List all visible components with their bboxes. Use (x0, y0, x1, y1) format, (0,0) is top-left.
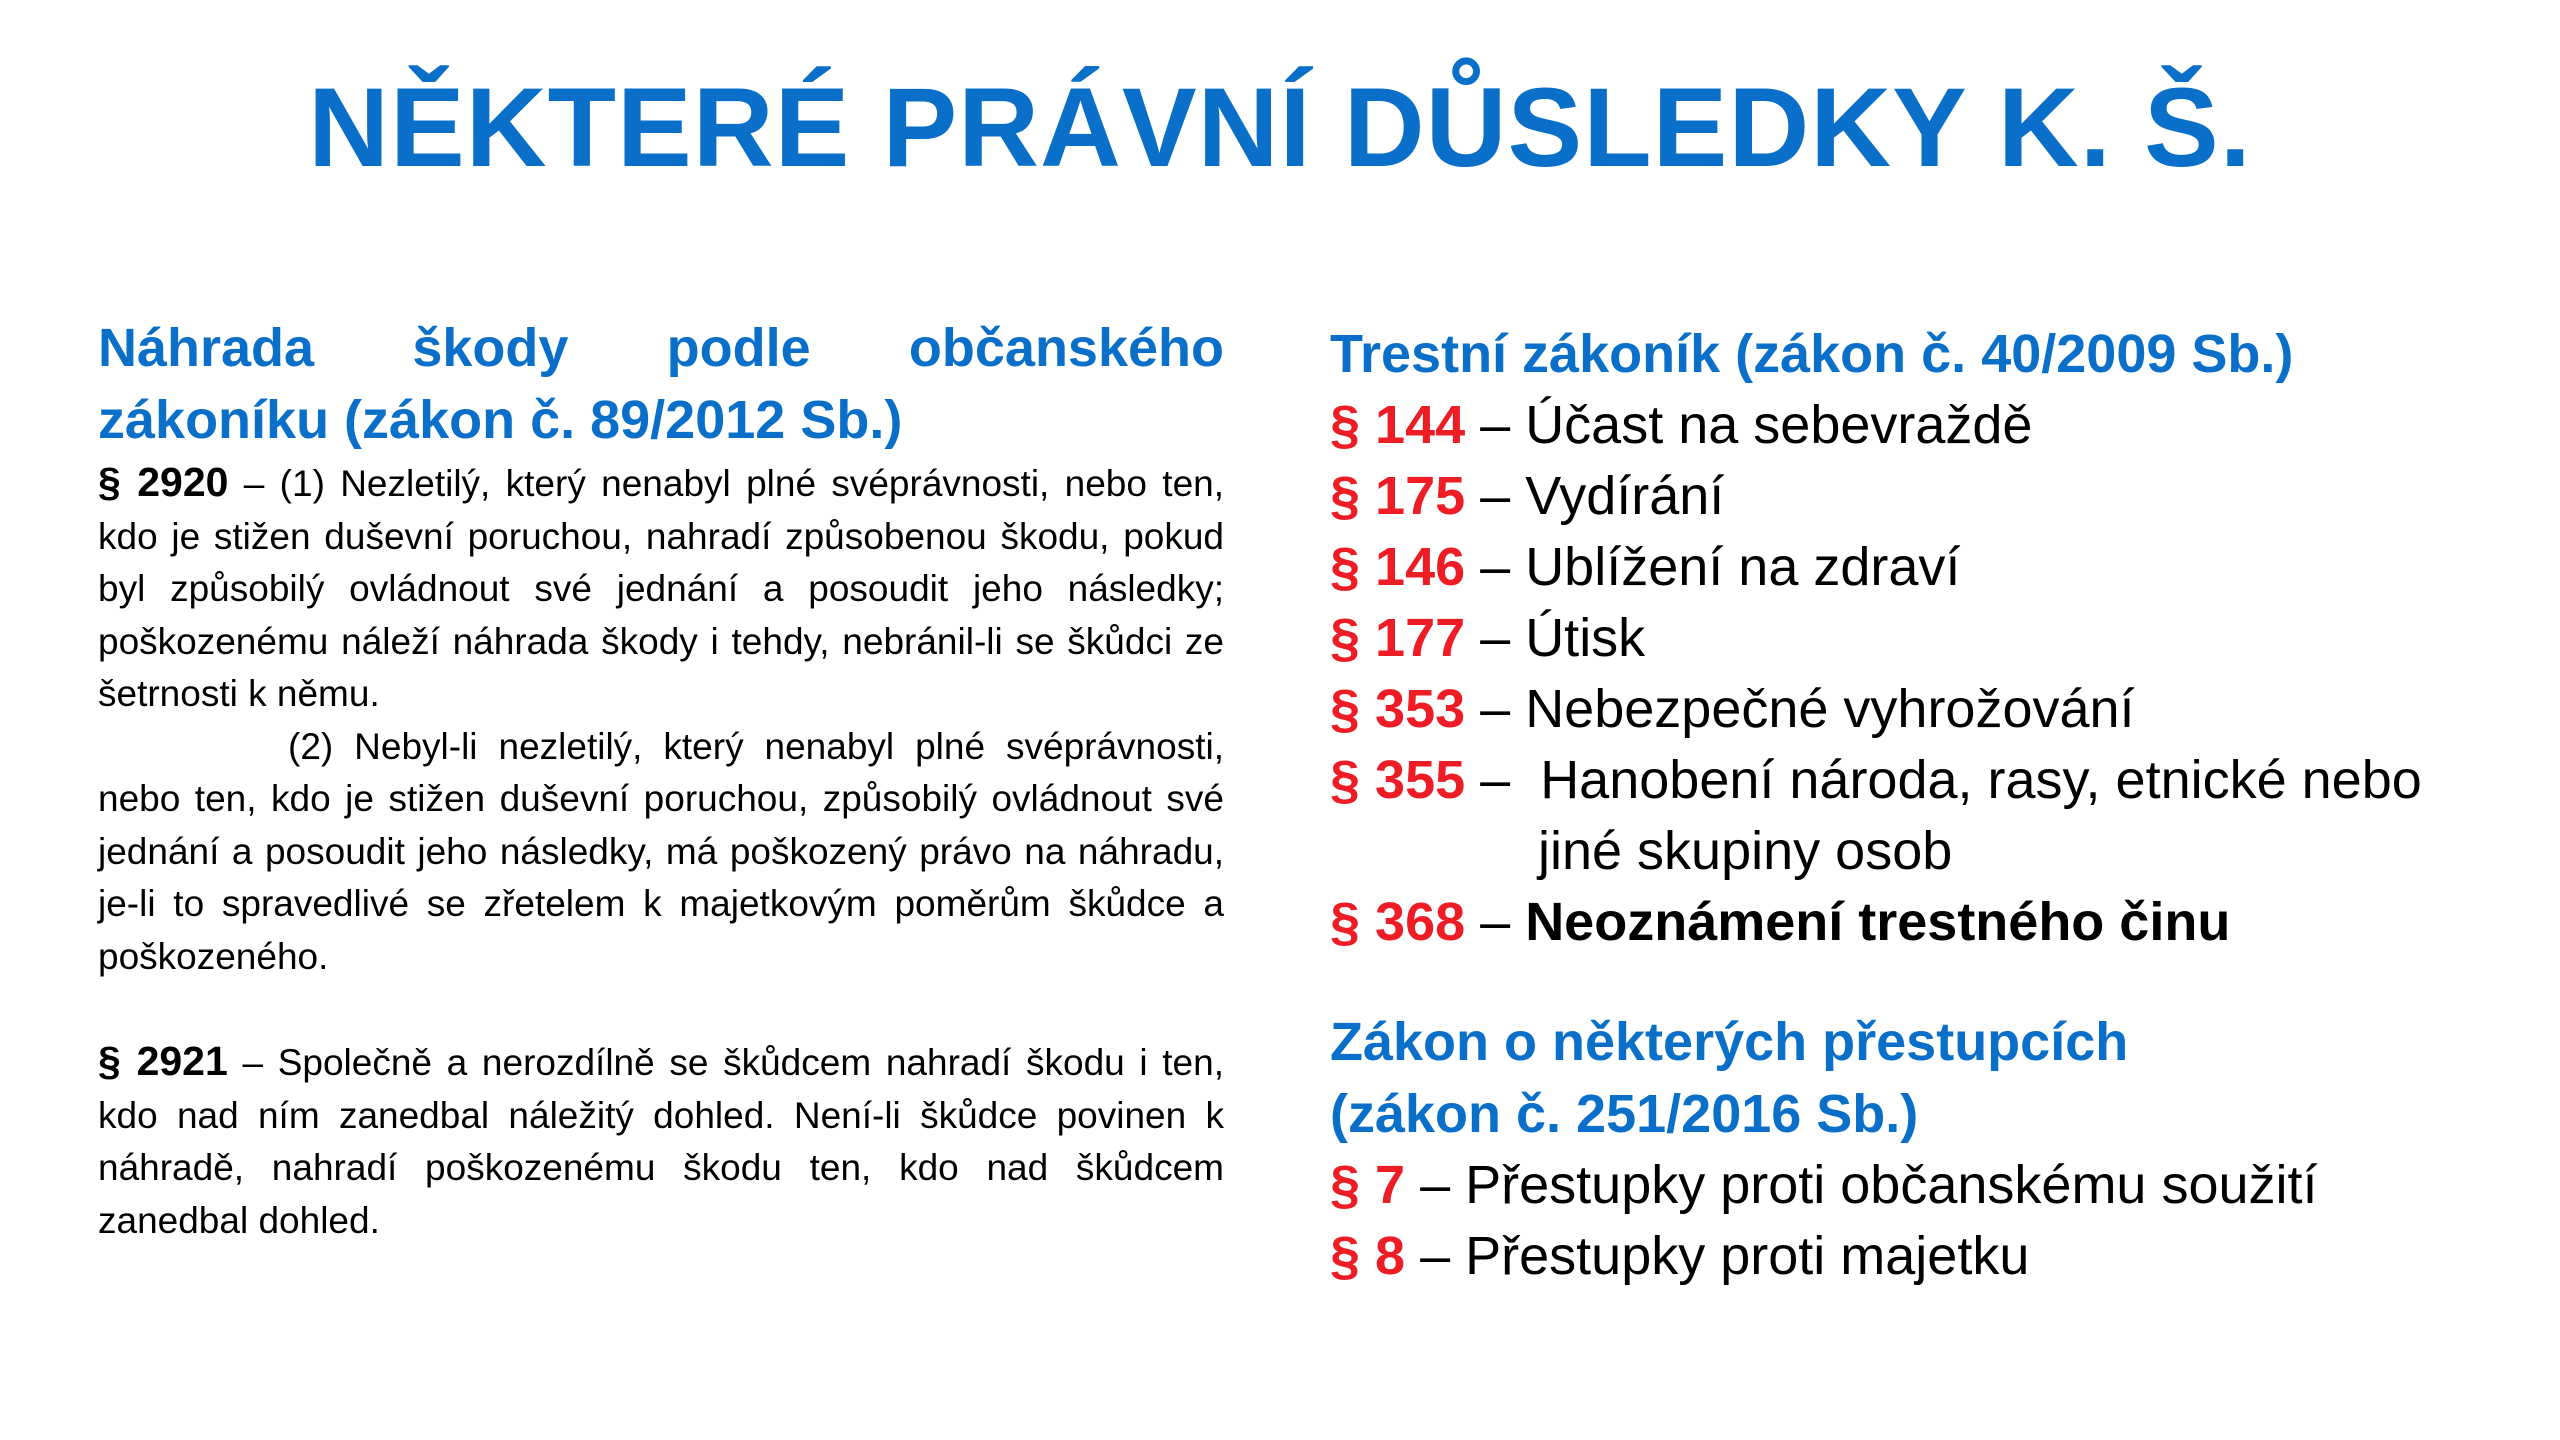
section-number: § 355 (1330, 750, 1466, 810)
offences-act-heading-line2: (zákon č. 251/2016 Sb.) (1330, 1084, 1919, 1144)
section-spacer (1330, 958, 2540, 1006)
section-number: § 146 (1330, 537, 1466, 597)
criminal-code-list (1330, 390, 2540, 958)
section-number: § 368 (1330, 892, 1466, 952)
section-description: Přestupky proti občanskému soužití (1465, 1155, 2318, 1215)
civil-code-text (98, 456, 1224, 1247)
list-item: § 353 – Nebezpečné vyhrožování (1330, 679, 2135, 739)
paragraph-number-2921: § 2921 (98, 1038, 228, 1084)
list-item: § 175 – Vydírání (1330, 466, 1725, 526)
section-description: Účast na sebevraždě (1525, 395, 2033, 455)
criminal-code-heading: Trestní zákoník (zákon č. 40/2009 Sb.) (1330, 324, 2294, 384)
section-description: Vydírání (1525, 466, 1725, 526)
list-item: § 177 – Útisk (1330, 608, 1646, 668)
section-description: Hanobení národa, rasy, etnické nebo (1540, 750, 2422, 810)
list-item: § 355 – Hanobení národa, rasy, etnické nebo jiné skupiny osob (1330, 745, 2540, 887)
paragraph-2920-text-1: – (1) Nezletilý, který nenabyl plné svéprávnosti, nebo ten, kdo je stižen duševní poruchou, nahradí způsobenou škodu, pokud byl způsobilý ovládnout své jednání a posoudit jeho následky; poškozenému náleží náhrada škody i tehdy, nebránil-li se škůdci ze šetrnosti k němu. (98, 463, 1224, 714)
section-description: Útisk (1525, 608, 1646, 668)
civil-code-heading-line1: Náhrada škody podle občanského (98, 318, 1224, 378)
civil-code-column (98, 312, 1224, 1247)
list-item: § 146 – Ublížení na zdraví (1330, 537, 1961, 597)
paragraph-2920-1 (98, 456, 1224, 721)
section-description: Ublížení na zdraví (1525, 537, 1961, 597)
section-description: Neoznámení trestného činu (1525, 892, 2231, 952)
paragraph-2921-text: – Společně a nerozdílně se škůdcem nahradí škodu i ten, kdo nad ním zanedbal náležitý dohled. Není-li škůdce povinen k náhradě, nahradí poškozenému škodu ten, kdo nad škůdcem zanedbal dohled. (98, 1042, 1224, 1241)
paragraph-gap (98, 983, 1224, 1035)
section-number: § 144 (1330, 395, 1466, 455)
civil-code-heading (98, 312, 1224, 456)
list-item: § 368 – Neoznámení trestného činu (1330, 892, 2231, 952)
criminal-law-column (1330, 318, 2540, 1292)
offences-act-heading-line1: Zákon o některých přestupcích (1330, 1012, 2129, 1072)
section-number: § 175 (1330, 466, 1466, 526)
section-number: § 353 (1330, 679, 1466, 739)
offences-act-heading (1330, 1006, 2540, 1150)
section-number: § 177 (1330, 608, 1466, 668)
paragraph-number-2920: § 2920 (98, 459, 229, 505)
section-description: Přestupky proti majetku (1465, 1226, 2030, 1286)
list-item: § 144 – Účast na sebevraždě (1330, 395, 2033, 455)
paragraph-2921 (98, 1035, 1224, 1247)
civil-code-heading-line2: zákoníku (zákon č. 89/2012 Sb.) (98, 390, 903, 450)
offences-act-list (1330, 1150, 2540, 1292)
section-number: § 7 (1330, 1155, 1406, 1215)
slide-title: NĚKTERÉ PRÁVNÍ DŮSLEDKY K. Š. (308, 65, 2252, 190)
section-description: Nebezpečné vyhrožování (1525, 679, 2135, 739)
paragraph-2920-2: (2) Nebyl-li nezletilý, který nenabyl plné svéprávnosti, nebo ten, kdo je stižen duševní poruchou, způsobilý ovládnout své jednání a posoudit jeho následky, má poškozený právo na náhradu, je-li to spravedlivé se zřetelem k majetkovým poměrům škůdce a poškozeného. (98, 725, 1224, 977)
section-description-continued: jiné skupiny osob (1538, 821, 1953, 881)
section-number: § 8 (1330, 1226, 1406, 1286)
list-item: § 7 – Přestupky proti občanskému soužití (1330, 1155, 2318, 1215)
list-item: § 8 – Přestupky proti majetku (1330, 1226, 2030, 1286)
